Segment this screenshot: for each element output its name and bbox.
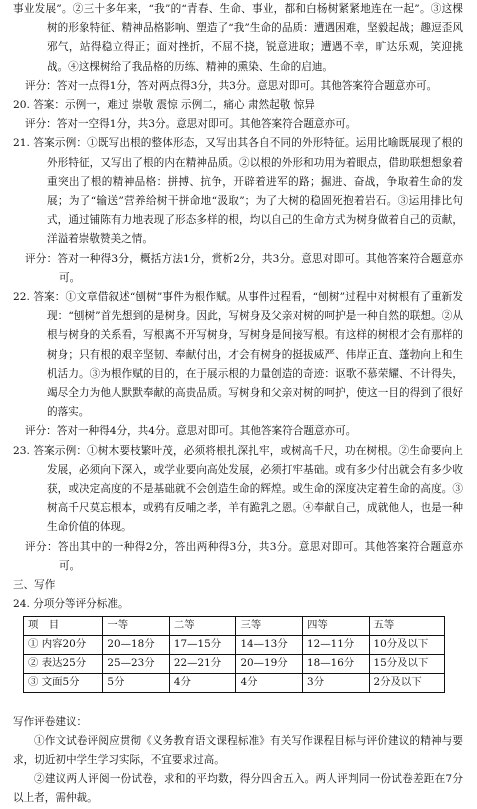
table-cell: 15分及以下 — [369, 654, 445, 673]
scoring-note-19: 评分：答对一点得1分，答对两点得3分，共3分。意思对即可。其他答案符合题意亦可。 — [25, 79, 438, 92]
writing-advice-1: ①作文试卷评阅应贯彻《义务教育语文课程标准》有关写作课程目标与评价建议的精神与要求，切近初中学生学习实际，不宜要求过高。 — [13, 734, 463, 766]
grading-table — [23, 616, 445, 693]
table-cell: 14—13分 — [236, 635, 303, 654]
table-header-cell: 四等 — [302, 616, 369, 635]
writing-advice-2: ②建议两人评阅一份试卷，求和的平均数，得分四舍五入。两人评判同一份试卷差距在7分以上者，需仲裁。 — [13, 773, 463, 805]
table-cell: 3分 — [302, 673, 369, 692]
scoring-note-21: 评分：答对一种得3分，概括方法1分，赏析2分，共3分。意思对即可。其他答案符合题意亦可。 — [25, 252, 463, 284]
table-header-cell: 五等 — [369, 616, 445, 635]
answer-21: 21. 答案示例：①既写出根的整体形态，又写出其各自不同的外形特征。运用比喻既展现了根的外形特征，又写出了根的内在精神品质。②以根的外形和功用为着眼点，借助联想想象着重突出了根的精神品格：拼搏、抗争，开辟着进军的路；掘进、奋战，争取着生命的发展；为了“输送”营养给树干拼命地“汲取”；为了大树的稳固死抱着岩石。③运用排比句式，通过铺陈有力地表现了形态多样的根，均以自己的生命方式为树身做着自己的贡献，洋溢着崇敬赞美之情。 — [13, 137, 463, 246]
table-header-cell: 二等 — [169, 616, 236, 635]
scoring-note-22: 评分：答对一种得4分，共4分。意思对即可。其他答案符合题意亦可。 — [25, 425, 357, 438]
scoring-note-23: 评分：答出其中的一种得2分，答出两种得3分，共3分。意思对即可。其他答案符合题意亦可。 — [25, 540, 463, 572]
writing-advice-title: 写作评卷建议： — [13, 715, 88, 728]
table-row — [24, 654, 445, 673]
answer-22: 22. 答案：①文章借叙述“刨树”事件为根作赋。从事件过程看，“刨树”过程中对树根有了重新发现：“刨树”首先想到的是树身。因此，写树身及父亲对树的呵护是一种自然的联想。②从根与树身的关系看，写根离不开写树身，写树身是间接写根。有这样的树根才会有那样的树身；只有根的艰辛坚韧、奉献付出，才会有树身的挺拔威严、伟岸正直、蓬勃向上和生机活力。③为根作赋的目的，在于展示根的力量创造的奇迹：讴歌不慕荣耀、不计得失，竭尽全力为他人默默奉献的高贵品质。写树身和父亲对树的呵护，使这一目的得到了很好的落实。 — [13, 291, 463, 419]
table-cell: 12—11分 — [302, 635, 369, 654]
table-cell: 10分及以下 — [369, 635, 445, 654]
table-cell: ① 内容20分 — [24, 635, 103, 654]
answer-23: 23. 答案示例：①树木要枝繁叶茂，必须将根扎深扎牢，或树高千尺，功在树根。②生命要向上发展，必须向下深入，或学业要向高处发展，必须打牢基础。或有多少付出就会有多少收获，或决定高度的不是基础就不会创造生命的辉煌。或生命的深度决定着生命的高度。③树高千尺莫忘根本，或鸦有反哺之孝，羊有跪乳之恩。④奉献自己，成就他人，也是一种生命价值的体现。 — [13, 444, 463, 534]
table-cell: 2分及以下 — [369, 673, 445, 692]
table-cell: 5分 — [103, 673, 170, 692]
table-cell: 4分 — [169, 673, 236, 692]
table-cell: 25—23分 — [103, 654, 170, 673]
table-cell: ② 表达25分 — [24, 654, 103, 673]
table-row — [24, 673, 445, 692]
table-cell: 4分 — [236, 673, 303, 692]
answer-19-continuation: 事业发展”。②三十多年来，“我”的“青春、生命、事业，都和白杨树紧紧地连在一起”。③这棵树的形象特征、精神品格影响、塑造了“我”生命的品质：遭遇困难，坚毅起战；趣逗歪风邪气，站得稳立得正；面对挫折，不屈不挠，锐意进取；遭遇不幸，旷达乐观，笑迎挑战。④这棵树给了我品格的历练、精神的熏染、生命的启迪。 — [13, 3, 463, 73]
table-row — [24, 635, 445, 654]
table-cell: 18—16分 — [302, 654, 369, 673]
table-cell: 22—21分 — [169, 654, 236, 673]
table-header-cell: 三等 — [236, 616, 303, 635]
table-header-cell: 项 目 — [24, 616, 103, 635]
section-writing-title: 三、写作 — [13, 579, 56, 592]
table-header-row — [24, 616, 445, 635]
table-cell: 17—15分 — [169, 635, 236, 654]
scoring-note-20: 评分：答对一空得1分，共3分。意思对即可。其他答案符合题意亦可。 — [25, 118, 357, 131]
table-header-cell: 一等 — [103, 616, 170, 635]
question-24-title: 24. 分项分等评分标准。 — [13, 598, 129, 611]
answer-20: 20. 答案：示例一，难过 崇敬 震惊 示例二，痛心 肃然起敬 惊异 — [13, 99, 315, 112]
table-cell: ③ 文面5分 — [24, 673, 103, 692]
table-cell: 20—18分 — [103, 635, 170, 654]
table-cell: 20—19分 — [236, 654, 303, 673]
